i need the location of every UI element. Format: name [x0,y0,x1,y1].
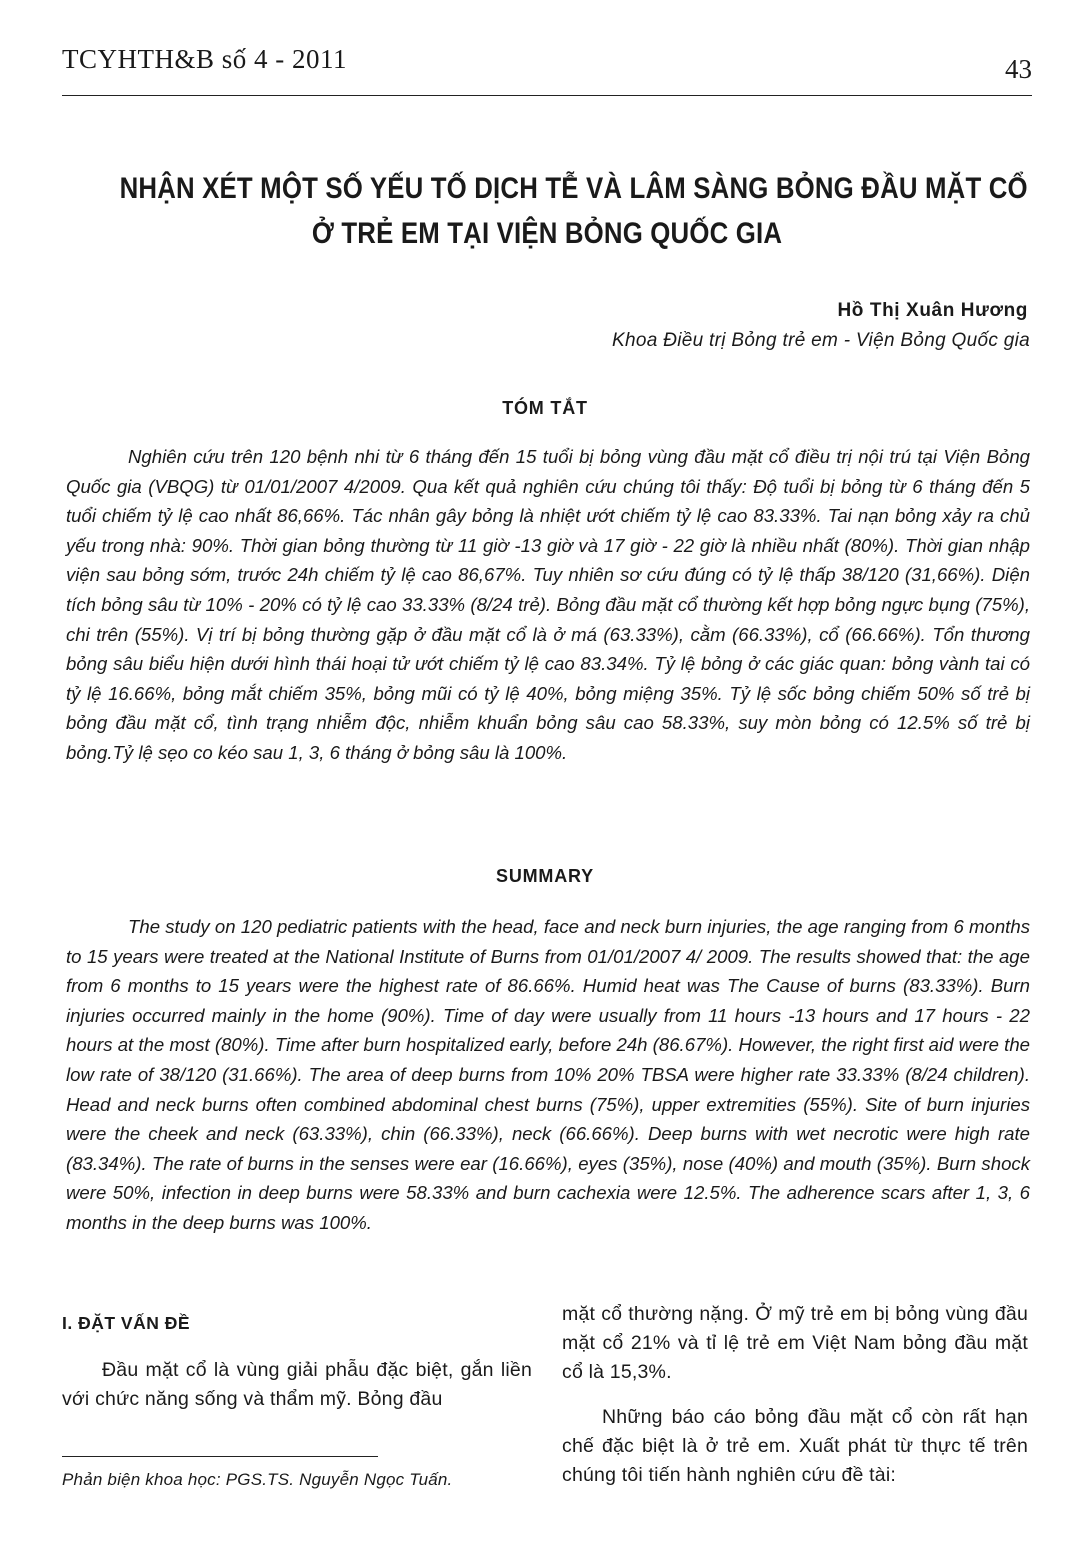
footnote-reviewer: Phản biện khoa học: PGS.TS. Nguyễn Ngọc Tuấn. [62,1470,453,1489]
journal-name: TCYHTH&B số 4 - 2011 [62,44,347,74]
abstract-vi-text: Nghiên cứu trên 120 bệnh nhi từ 6 tháng đến 15 tuổi bị bỏng vùng đầu mặt cổ điều trị nội trú tại Viện Bỏng Quốc gia (VBQG) từ 01/01/2007 4/2009. Qua kết quả nghiên cứu chúng tôi thấy: Độ tuổi bị bỏng từ 6 tháng đến 5 tuổi chiếm tỷ lệ cao nhất 86,66%. Tác nhân gây bỏng là nhiệt ướt chiếm tỷ lệ cao 83.33%. Tai nạn bỏng xảy ra chủ yếu trong nhà: 90%. Thời gian bỏng thường từ 11 giờ -13 giờ và 17 giờ - 22 giờ là nhiều nhất (80%). Thời gian nhập viện sau bỏng sớm, trước 24h chiếm tỷ lệ cao 86,67%. Tuy nhiên sơ cứu đúng có tỷ lệ thấp 38/120 (31,66%). Diện tích bỏng sâu từ 10% - 20% có tỷ lệ cao 33.33% (8/24 trẻ). Bỏng đầu mặt cổ thường kết hợp bỏng ngực bụng (75%), chi trên (55%). Vị trí bị bỏng thường gặp ở đầu mặt cổ là ở má (63.33%), cằm (66.33%), cổ (66.66%). Tổn thương bỏng sâu biểu hiện dưới hình thái hoại tử ướt chiếm tỷ lệ cao 83.34%. Tỷ lệ bỏng ở các giác quan: bỏng vành tai có tỷ lệ 16.66%, bỏng mắt chiếm 35%, bỏng mũi có tỷ lệ 40%, bỏng miệng 35%. Tỷ lệ sốc bỏng chiếm 50% số trẻ bị bỏng đầu mặt cổ, tình trạng nhiễm độc, nhiễm khuẩn bỏng sâu cao 58.33%, suy mòn bỏng có 12.5% số trẻ bị bỏng.Tỷ lệ sẹo co kéo sau 1, 3, 6 tháng ở bỏng sâu là 100%. [66,446,1030,763]
left-column [62,1313,532,1414]
running-header [62,42,1032,94]
intro-paragraph-right-2: Những báo cáo bỏng đầu mặt cổ còn rất hạn chế đặc biệt là ở trẻ em. Xuất phát từ thực tế trên chúng tôi tiến hành nghiên cứu đề tài: [562,1406,1028,1486]
article-title [119,166,1028,256]
title-line-1: NHẬN XÉT MỘT SỐ YẾU TỐ DỊCH TỄ VÀ LÂM SÀNG BỎNG ĐẦU MẶT CỔ [119,172,1028,205]
footnote-rule [62,1456,378,1457]
author-name: Hồ Thị Xuân Hương [837,300,1028,321]
intro-paragraph-left: Đầu mặt cổ là vùng giải phẫu đặc biệt, gắn liền với chức năng sống và thẩm mỹ. Bỏng đầu [62,1359,532,1410]
header-rule [62,95,1032,96]
author-affiliation: Khoa Điều trị Bỏng trẻ em - Viện Bỏng Quốc gia [612,330,1030,351]
page-number: 43 [1005,54,1032,84]
summary-heading: SUMMARY [496,866,594,886]
right-column [562,1300,1028,1490]
intro-paragraph-right-1: mặt cổ thường nặng. Ở mỹ trẻ em bị bỏng vùng đầu mặt cổ 21% và tỉ lệ trẻ em Việt Nam bỏng đầu mặt cổ là 15,3%. [562,1303,1028,1383]
title-line-2: Ở TRẺ EM TẠI VIỆN BỎNG QUỐC GIA [311,217,783,250]
intro-heading: I. ĐẶT VẤN ĐỀ [62,1313,191,1333]
summary-text: The study on 120 pediatric patients with the head, face and neck burn injuries, the age ranging from 6 months to 15 years were treated at the National Institute of Burns from 01/01/2007 4/ 2009. The results showed that: the age from 6 months to 15 years were the highest rate of 86.66%. Humid heat was The Cause of burns (83.33%). Burn injuries occurred mainly in the home (90%). Time of day were usually from 11 hours -13 hours and 17 hours - 22 hours at the most (80%). Time after burn hospitalized early, before 24h (86.67%). However, the right first aid were the low rate of 38/120 (31.66%). The area of deep burns from 10% 20% TBSA were higher rate 33.33% (8/24 children). Head and neck burns often combined abdominal chest burns (75%), upper extremities (55%). Site of burn injuries were the cheek and neck (63.33%), chin (66.33%), neck (66.66%). Deep burns with wet necrotic were high rate (83.34%). The rate of burns in the senses were ear (16.66%), eyes (35%), nose (40%) and mouth (35%). Burn shock were 50%, infection in deep burns were 58.33% and burn cachexia were 12.5%. The adherence scars after 1, 3, 6 months in the deep burns was 100%. [66,916,1030,1233]
abstract-vi-heading: TÓM TẮT [502,398,588,418]
